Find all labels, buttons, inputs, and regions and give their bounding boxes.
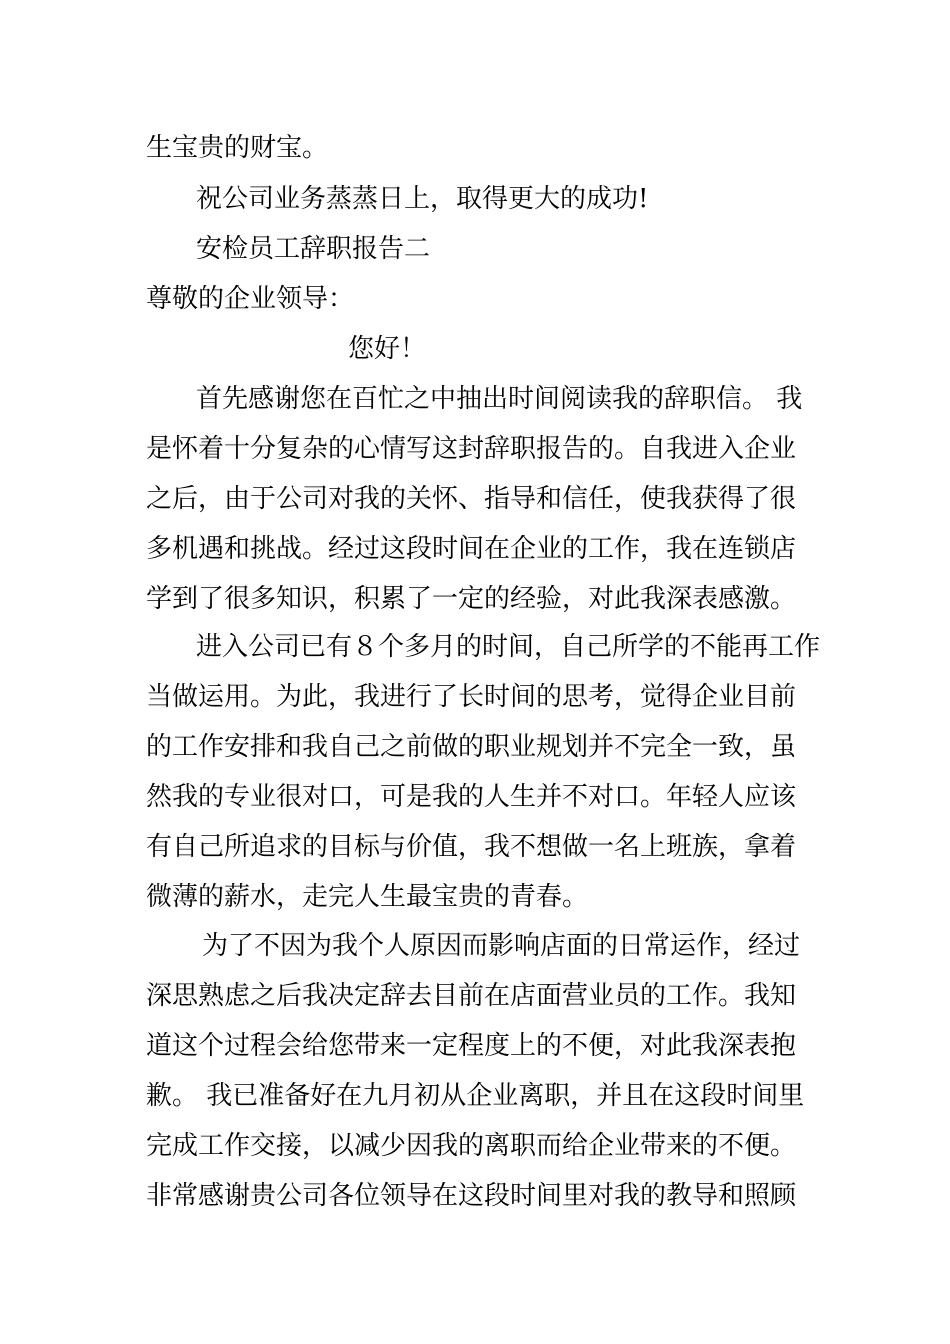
- paragraph-line: 道这个过程会给您带来一定程度上的不便，对此我深表抱: [146, 1031, 797, 1061]
- paragraph-line: 有自己所追求的目标与价值，我不想做一名上班族，拿着: [146, 832, 797, 862]
- paragraph-line: 当做运用。为此，我进行了长时间的思考，觉得企业目前: [146, 682, 797, 712]
- paragraph-line: 进入公司已有８个多月的时间，自己所学的不能再工作: [196, 632, 821, 662]
- paragraph-line: 学到了很多知识，积累了一定的经验，对此我深表感激。: [146, 584, 797, 614]
- paragraph-line: 之后，由于公司对我的关怀、指导和信任，使我获得了很: [146, 484, 797, 514]
- paragraph-line: 的工作安排和我自己之前做的职业规划并不完全一致，虽: [146, 732, 797, 762]
- paragraph-line: 是怀着十分复杂的心情写这封辞职报告的。自我进入企业: [146, 434, 797, 464]
- paragraph-line: 然我的专业很对口，可是我的人生并不对口。年轻人应该: [146, 782, 797, 812]
- salutation: 尊敬的企业领导：: [146, 284, 355, 314]
- paragraph-line: 生宝贵的财宝。: [146, 133, 329, 163]
- section-title: 安检员工辞职报告二: [196, 234, 431, 264]
- paragraph-line: 首先感谢您在百忙之中抽出时间阅读我的辞职信。 我: [196, 384, 803, 414]
- paragraph-line: 多机遇和挑战。经过这段时间在企业的工作，我在连锁店: [146, 534, 797, 564]
- greeting: 您好！: [348, 334, 427, 364]
- paragraph-line: 为了不因为我个人原因而影响店面的日常运作，经过: [202, 931, 801, 961]
- paragraph-line: 歉。 我已准备好在九月初从企业离职，并且在这段时间里: [146, 1081, 805, 1111]
- paragraph-line: 完成工作交接，以减少因我的离职而给企业带来的不便。: [146, 1131, 797, 1161]
- paragraph-line: 祝公司业务蒸蒸日上，取得更大的成功!: [196, 184, 649, 214]
- paragraph-line: 微薄的薪水，走完人生最宝贵的青春。: [146, 882, 589, 912]
- paragraph-line: 深思熟虑之后我决定辞去目前在店面营业员的工作。我知: [146, 981, 797, 1011]
- paragraph-line: 非常感谢贵公司各位领导在这段时间里对我的教导和照顾: [146, 1181, 797, 1211]
